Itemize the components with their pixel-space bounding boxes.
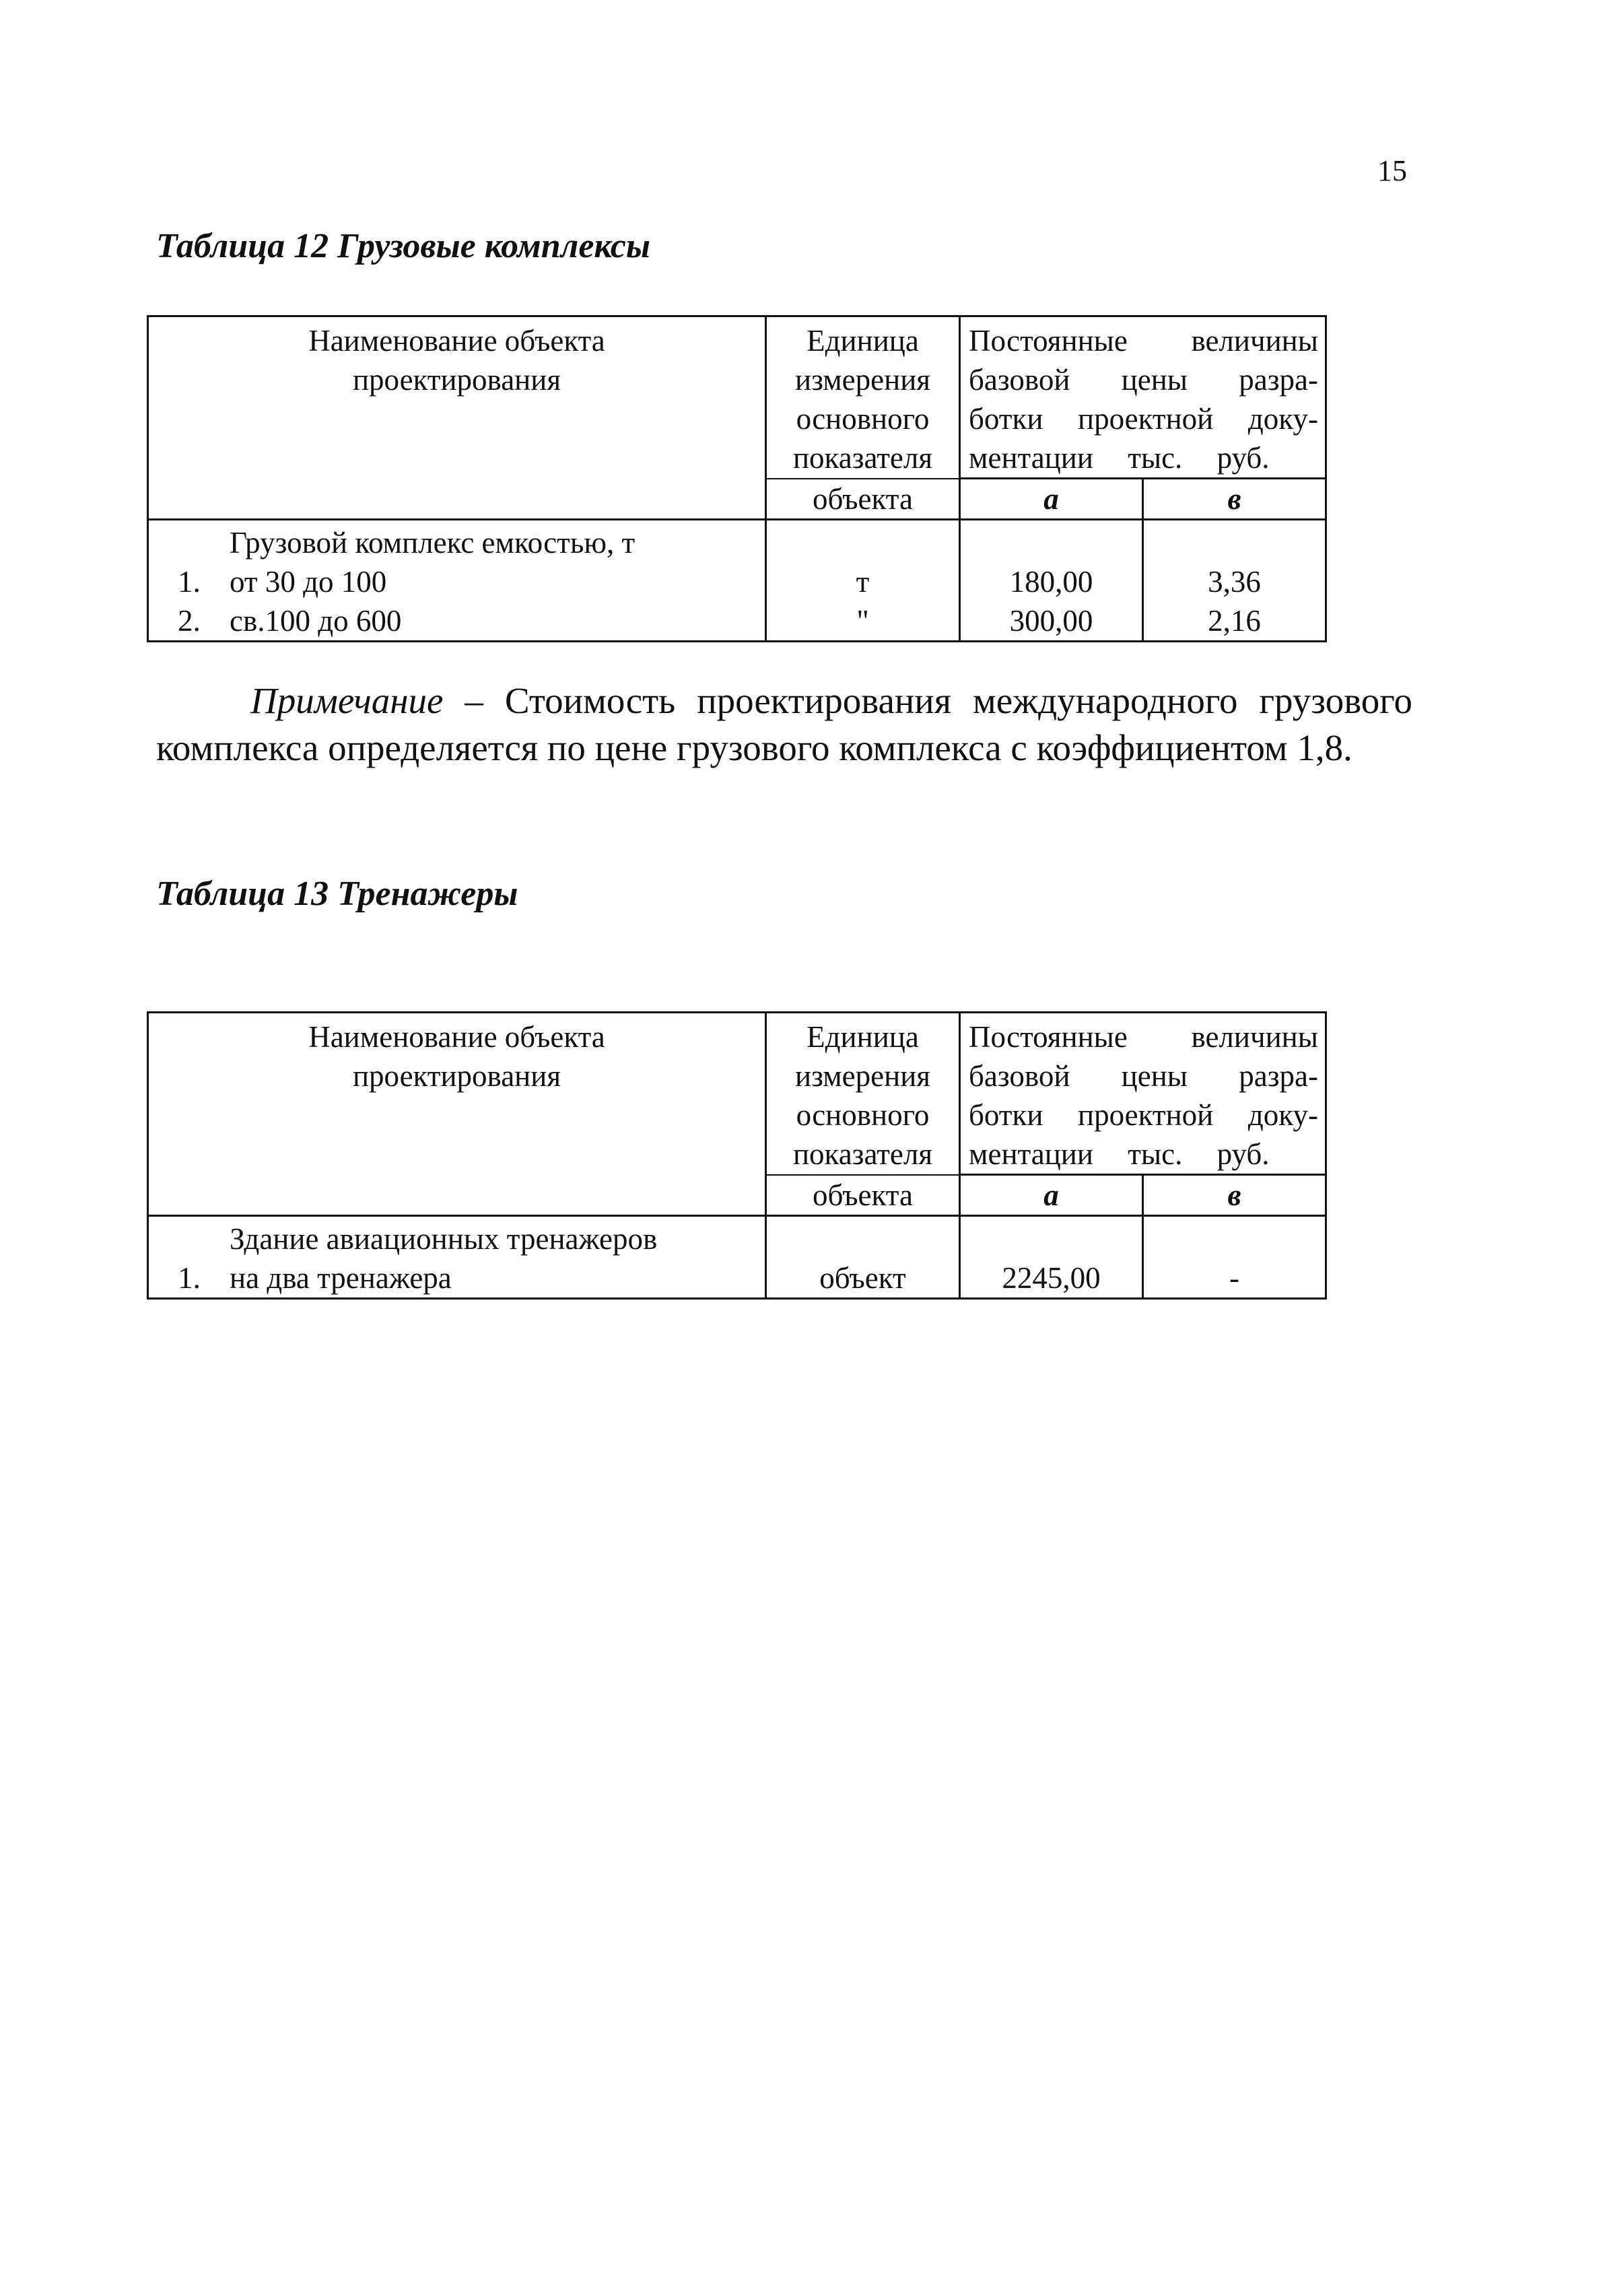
row-value-a: 2245,00 <box>1002 1261 1101 1295</box>
table-12-title: Таблица 12 Грузовые комплексы <box>156 227 650 265</box>
row-unit: объект <box>819 1261 906 1295</box>
page-number: 15 <box>1377 154 1407 187</box>
header-price-line: базовой цены разра- <box>969 1059 1318 1093</box>
table-row <box>149 1258 765 1297</box>
table-13-title: Таблица 13 Тренажеры <box>156 875 518 913</box>
header-unit-line: показателя <box>792 441 933 475</box>
header-unit-last: объекта <box>766 1175 960 1216</box>
header-unit-line: основного <box>796 402 930 436</box>
header-object-name: Наименование объекта проектирования <box>148 316 766 520</box>
unit-column <box>766 520 960 642</box>
row-value-a: 300,00 <box>1009 604 1093 638</box>
header-price-line: базовой цены разра- <box>969 363 1318 397</box>
value-a-column <box>960 1216 1143 1299</box>
row-object-name: на два тренажера <box>230 1261 452 1295</box>
header-unit-line: основного <box>796 1098 930 1132</box>
header-unit-line: Единица <box>807 324 919 358</box>
value-b-column <box>1143 520 1326 642</box>
note-text: Стоимость проектирования международного грузового комплекса определяется по цене грузового комплекса с коэффициентом 1,8. <box>156 680 1412 768</box>
note-paragraph <box>156 677 1412 772</box>
header-unit-line: Единица <box>807 1020 919 1054</box>
row-value-a: 180,00 <box>1009 565 1093 599</box>
header-price-line: ментации тыс. руб. <box>969 441 1270 475</box>
object-list <box>148 1216 766 1299</box>
row-unit: " <box>856 604 869 638</box>
row-number: 1. <box>178 565 201 599</box>
row-number: 1. <box>178 1261 201 1295</box>
header-object-name: Наименование объекта проектирования <box>148 1013 766 1216</box>
group-label: Здание авиационных тренажеров <box>230 1222 658 1256</box>
row-object-name: св.100 до 600 <box>230 604 402 638</box>
header-col-a: а <box>960 479 1143 520</box>
row-number: 2. <box>178 604 201 638</box>
value-a-column <box>960 520 1143 642</box>
header-base-price <box>960 316 1326 479</box>
note-dash: – <box>443 680 505 721</box>
header-unit-line: показателя <box>792 1137 933 1171</box>
row-value-b: 2,16 <box>1208 604 1261 638</box>
header-unit <box>766 316 960 479</box>
note-label: Примечание <box>250 680 444 721</box>
header-price-line: Постоянные величины <box>969 1020 1318 1054</box>
group-label: Грузовой комплекс емкостью, т <box>230 526 636 560</box>
header-col-b: в <box>1143 479 1326 520</box>
row-value-b: - <box>1229 1261 1239 1295</box>
header-price-line: ментации тыс. руб. <box>969 1137 1270 1171</box>
table-row <box>149 601 765 640</box>
header-unit-line: измерения <box>794 363 930 397</box>
row-unit: т <box>856 565 870 599</box>
table-13 <box>147 1011 1327 1299</box>
header-unit-last: объекта <box>766 479 960 520</box>
header-base-price <box>960 1013 1326 1175</box>
header-col-b: в <box>1143 1175 1326 1216</box>
table-12 <box>147 315 1327 642</box>
header-price-line: Постоянные величины <box>969 324 1318 358</box>
unit-column <box>766 1216 960 1299</box>
header-price-line: ботки проектной доку- <box>969 1098 1318 1132</box>
header-price-line: ботки проектной доку- <box>969 402 1318 436</box>
header-unit-line: измерения <box>794 1059 930 1093</box>
object-list <box>148 520 766 642</box>
header-col-a: а <box>960 1175 1143 1216</box>
value-b-column <box>1143 1216 1326 1299</box>
row-object-name: от 30 до 100 <box>230 565 387 599</box>
table-row <box>149 562 765 601</box>
row-value-b: 3,36 <box>1208 565 1261 599</box>
header-unit <box>766 1013 960 1175</box>
